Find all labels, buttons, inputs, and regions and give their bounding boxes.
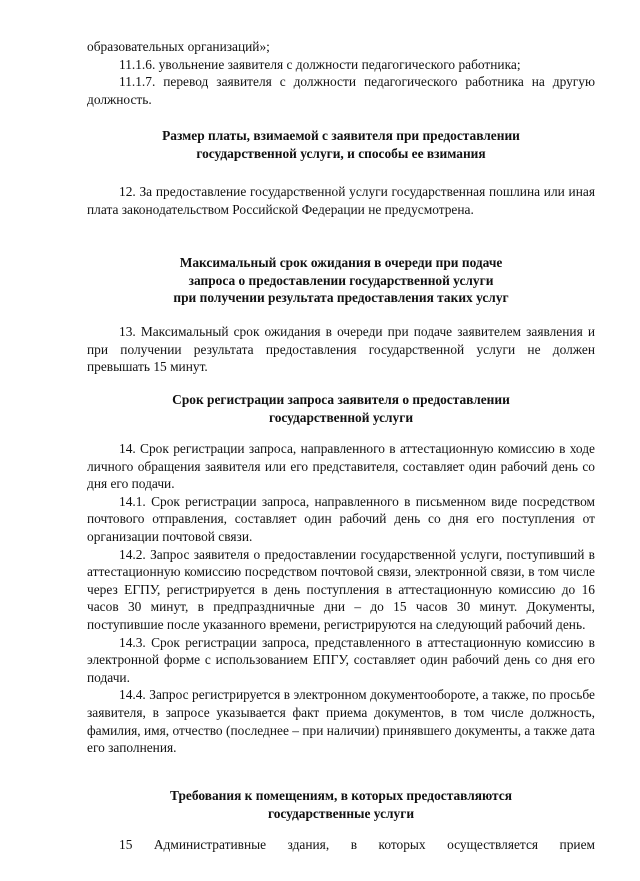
paragraph-continuation: образовательных организаций»; xyxy=(87,39,270,54)
heading-fee-line: государственной услуги, и способы ее взимания xyxy=(196,145,486,161)
paragraph-14-2: 14.2. Запрос заявителя о предоставлении государственной услуги, поступивший в аттестационную комиссию посредством почтовой связи, электронной связи, в том числе через ЕГПУ, регистрируется в день поступления в аттестационную комиссию до 16 часов 30 минут, в предпраздничные дни – до 15 часов 30 минут. Документы, поступившие после указанного времени, регистрируются на следующий рабочий день. xyxy=(87,546,595,632)
heading-fee xyxy=(87,127,595,162)
heading-wait-line: запроса о предоставлении государственной услуги xyxy=(188,272,494,288)
paragraph-13: 13. Максимальный срок ожидания в очереди при подаче заявителем заявления и при получении результата предоставления государственной услуги не должен превышать 15 минут. xyxy=(87,324,595,375)
paragraph-14-4: 14.4. Запрос регистрируется в электронном документообороте, а также, по просьбе заявителя, в запросе указывается факт приема документов, в том числе должность, фамилия, имя, отчество (последнее – при наличии) принявшего документы, а также дата его заполнения. xyxy=(87,687,595,756)
heading-premises-line: Требования к помещениям, в которых предоставляются xyxy=(170,788,512,803)
paragraph-11-1-7: 11.1.7. перевод заявителя с должности педагогического работника на другую должность. xyxy=(87,74,595,107)
heading-registration-line: государственной услуги xyxy=(268,409,414,425)
section-premises-body xyxy=(87,836,595,854)
paragraph-12: 12. За предоставление государственной услуги государственная пошлина или иная плата законодательством Российской Федерации не предусмотрена. xyxy=(87,184,595,217)
heading-registration-line: Срок регистрации запроса заявителя о предоставлении xyxy=(172,392,510,407)
section-fee-body xyxy=(87,183,595,218)
paragraph-11-1-6: 11.1.6. увольнение заявителя с должности педагогического работника; xyxy=(119,56,521,72)
heading-premises xyxy=(87,787,595,822)
section-wait-body xyxy=(87,323,595,376)
heading-wait xyxy=(87,254,595,307)
heading-premises-line: государственные услуги xyxy=(267,805,415,821)
paragraph-15: 15 Административные здания, в которых осуществляется прием xyxy=(119,837,595,852)
paragraph-14: 14. Срок регистрации запроса, направленного в аттестационную комиссию в ходе личного обращения заявителя или его представителя, составляет один рабочий день со дня его подачи. xyxy=(87,441,595,492)
heading-wait-line: при получении результата предоставления таких услуг xyxy=(173,290,509,306)
heading-fee-line: Размер платы, взимаемой с заявителя при предоставлении xyxy=(162,128,520,143)
heading-registration xyxy=(87,391,595,426)
paragraph-14-1: 14.1. Срок регистрации запроса, направленного в письменном виде посредством почтового отправления, составляет один рабочий день со дня его поступления от организации почтовой связи. xyxy=(87,493,595,544)
paragraph-14-3: 14.3. Срок регистрации запроса, представленного в аттестационную комиссию в электронной форме с использованием ЕПГУ, составляет один рабочий день со дня его подачи. xyxy=(87,634,595,685)
section-registration-body xyxy=(87,440,595,757)
top-paragraphs xyxy=(87,38,595,108)
heading-wait-line: Максимальный срок ожидания в очереди при подаче xyxy=(179,255,503,270)
